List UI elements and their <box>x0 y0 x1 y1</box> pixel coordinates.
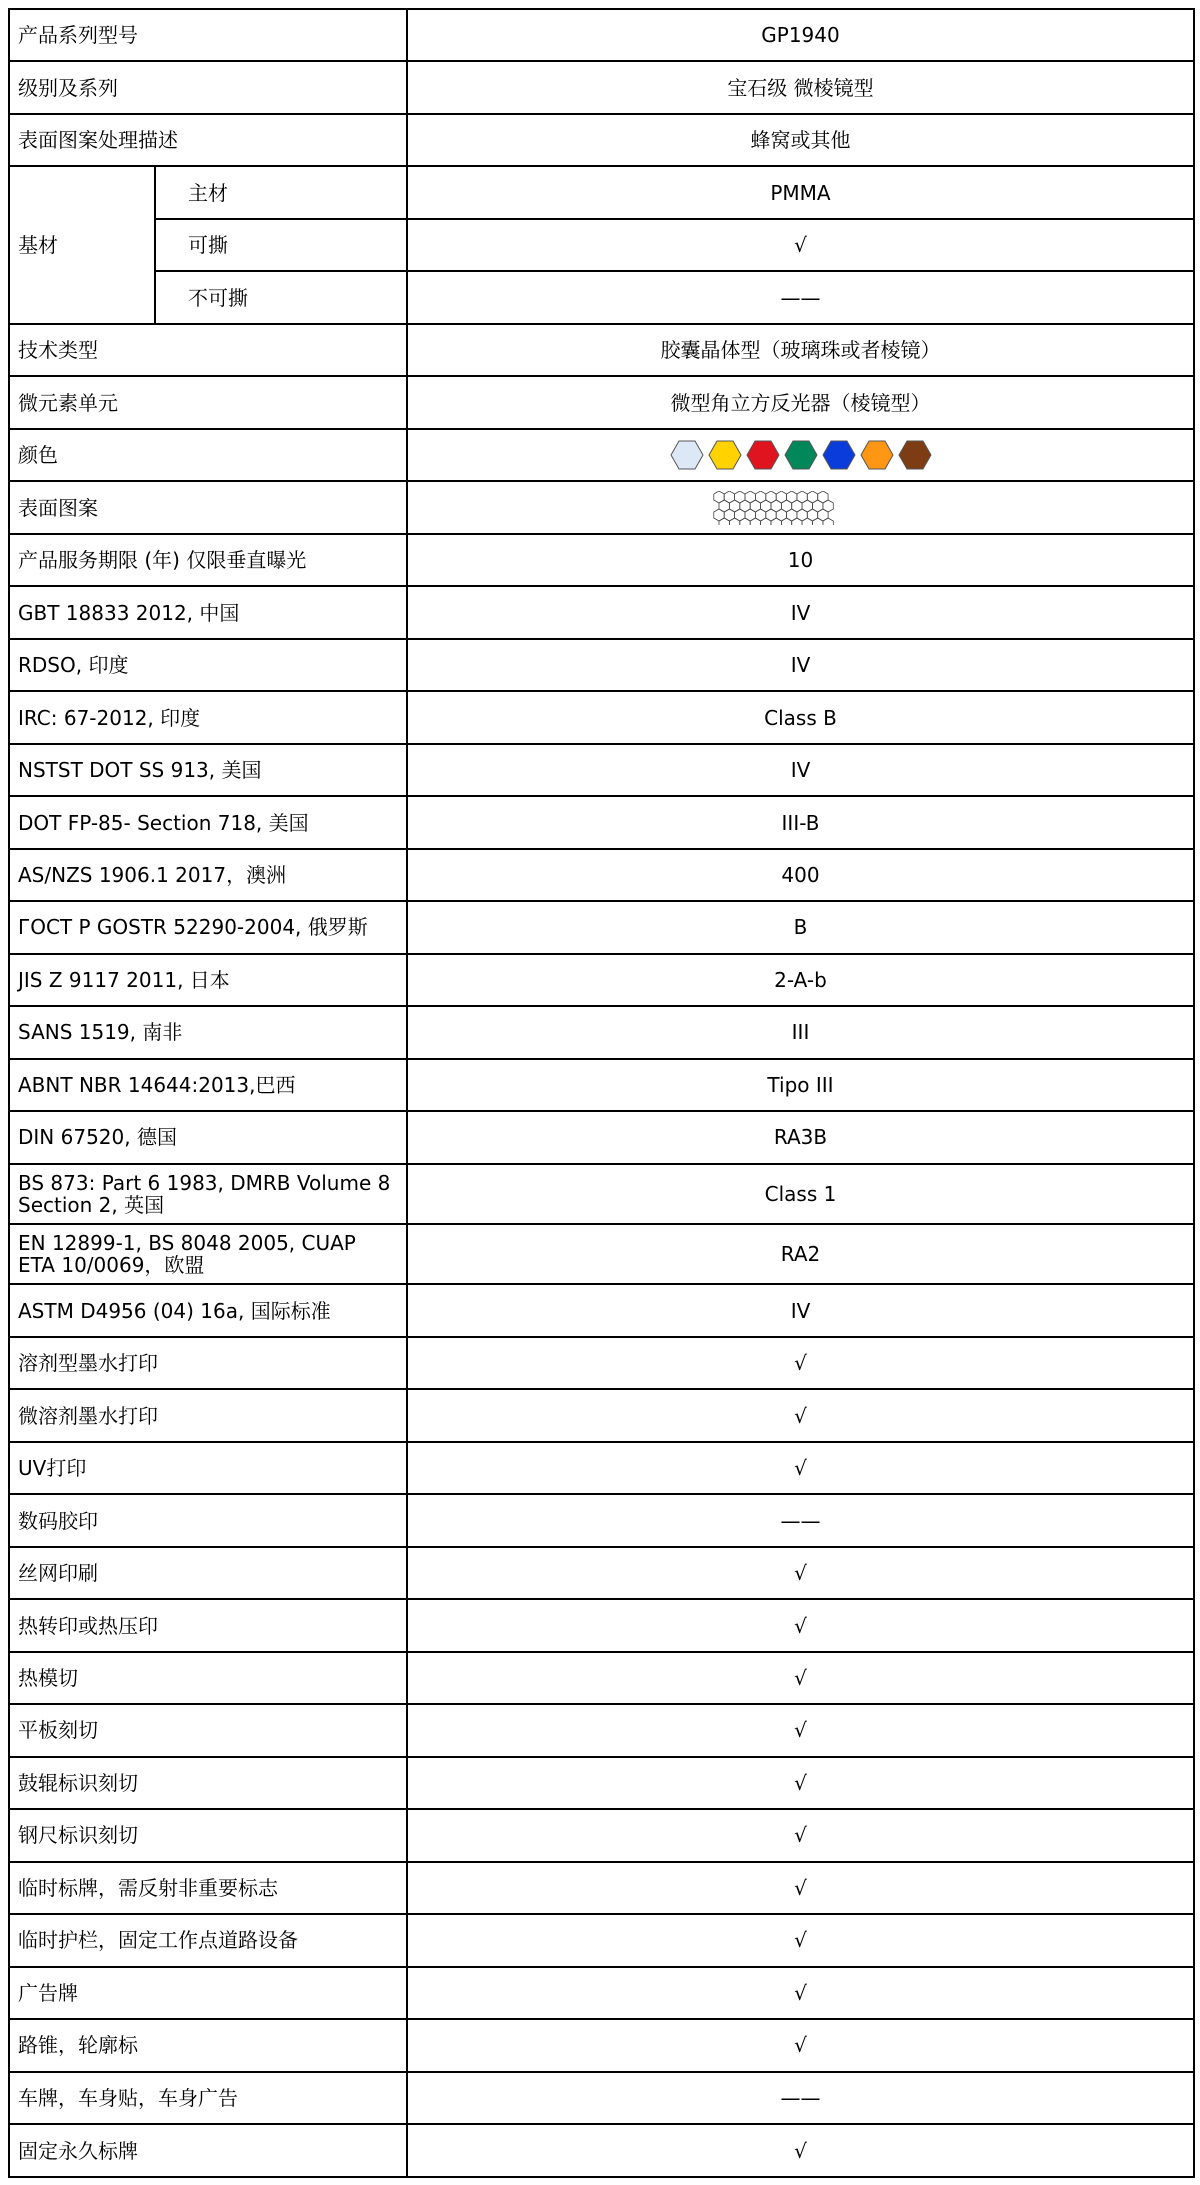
row-value: √ <box>407 1599 1194 1651</box>
row-value: √ <box>407 2124 1194 2177</box>
substrate-value: —— <box>407 271 1194 323</box>
row-value: √ <box>407 1652 1194 1704</box>
row-label: ASTM D4956 (04) 16a, 国际标准 <box>9 1284 407 1336</box>
row-value: 宝石级 微棱镜型 <box>407 61 1194 113</box>
row-label: ГОСТ Р GOSTR 52290-2004, 俄罗斯 <box>9 901 407 953</box>
row-value: 10 <box>407 534 1194 586</box>
table-row <box>9 586 1194 638</box>
substrate-value: PMMA <box>407 166 1194 218</box>
row-value: √ <box>407 1337 1194 1389</box>
row-value: √ <box>407 1442 1194 1494</box>
row-label: 广告牌 <box>9 1967 407 2019</box>
row-label: DOT FP-85- Section 718, 美国 <box>9 796 407 848</box>
row-label: SANS 1519, 南非 <box>9 1006 407 1058</box>
row-label: RDSO, 印度 <box>9 639 407 691</box>
row-label: AS/NZS 1906.1 2017，澳洲 <box>9 849 407 901</box>
pattern-label: 表面图案 <box>9 481 407 533</box>
table-row <box>9 2019 1194 2071</box>
row-value: 蜂窝或其他 <box>407 114 1194 166</box>
row-label: GBT 18833 2012, 中国 <box>9 586 407 638</box>
row-value: √ <box>407 1704 1194 1756</box>
table-row <box>9 9 1194 61</box>
honeycomb-pattern-icon <box>713 491 889 525</box>
row-label: ABNT NBR 14644:2013,巴西 <box>9 1059 407 1111</box>
row-value: IV <box>407 586 1194 638</box>
row-label: EN 12899-1, BS 8048 2005, CUAP ETA 10/0069，欧盟 <box>9 1224 407 1284</box>
color-swatches <box>670 440 932 470</box>
table-row <box>9 1862 1194 1914</box>
row-value: 400 <box>407 849 1194 901</box>
color-swatch <box>708 440 742 470</box>
row-label: 溶剂型墨水打印 <box>9 1337 407 1389</box>
row-value: √ <box>407 1809 1194 1861</box>
table-row <box>9 1757 1194 1809</box>
table-row <box>9 1494 1194 1546</box>
substrate-sub-label: 主材 <box>155 166 407 218</box>
color-swatch <box>822 440 856 470</box>
table-row <box>9 796 1194 848</box>
row-value: √ <box>407 1967 1194 2019</box>
table-row <box>9 219 1194 271</box>
row-label: 鼓辊标识刻切 <box>9 1757 407 1809</box>
row-label: DIN 67520, 德国 <box>9 1111 407 1163</box>
table-row <box>9 1809 1194 1861</box>
row-value: Class 1 <box>407 1164 1194 1224</box>
row-label: 技术类型 <box>9 324 407 376</box>
table-row <box>9 1389 1194 1441</box>
row-label: 热模切 <box>9 1652 407 1704</box>
row-value: B <box>407 901 1194 953</box>
row-value: 胶囊晶体型（玻璃珠或者棱镜） <box>407 324 1194 376</box>
row-label: 级别及系列 <box>9 61 407 113</box>
row-label: IRC: 67-2012, 印度 <box>9 691 407 743</box>
table-row <box>9 481 1194 533</box>
row-value: —— <box>407 2072 1194 2124</box>
row-label: 临时护栏，固定工作点道路设备 <box>9 1914 407 1966</box>
row-value: 微型角立方反光器（棱镜型） <box>407 376 1194 428</box>
table-row <box>9 1006 1194 1058</box>
row-value: √ <box>407 1862 1194 1914</box>
row-value: GP1940 <box>407 9 1194 61</box>
table-row <box>9 1164 1194 1224</box>
table-row <box>9 61 1194 113</box>
color-label: 颜色 <box>9 429 407 481</box>
table-row <box>9 849 1194 901</box>
table-row <box>9 2072 1194 2124</box>
table-row <box>9 114 1194 166</box>
table-row <box>9 1547 1194 1599</box>
color-swatch <box>898 440 932 470</box>
row-label: 丝网印刷 <box>9 1547 407 1599</box>
row-value: √ <box>407 1389 1194 1441</box>
row-value: IV <box>407 744 1194 796</box>
table-row <box>9 1914 1194 1966</box>
table-row <box>9 429 1194 481</box>
row-label: BS 873: Part 6 1983, DMRB Volume 8 Section 2, 英国 <box>9 1164 407 1224</box>
color-swatches-cell <box>407 429 1194 481</box>
row-value: √ <box>407 1757 1194 1809</box>
table-row <box>9 166 1194 218</box>
table-row <box>9 1111 1194 1163</box>
table-row <box>9 2124 1194 2177</box>
table-row <box>9 1224 1194 1284</box>
table-row <box>9 1967 1194 2019</box>
row-label: 平板刻切 <box>9 1704 407 1756</box>
table-row <box>9 324 1194 376</box>
row-label: 产品系列型号 <box>9 9 407 61</box>
substrate-sub-label: 可撕 <box>155 219 407 271</box>
color-swatch <box>860 440 894 470</box>
substrate-label: 基材 <box>9 166 155 323</box>
row-label: 微溶剂墨水打印 <box>9 1389 407 1441</box>
row-label: 产品服务期限 (年) 仅限垂直曝光 <box>9 534 407 586</box>
pattern-cell <box>407 481 1194 533</box>
table-row <box>9 639 1194 691</box>
table-row <box>9 1442 1194 1494</box>
row-label: NSTST DOT SS 913, 美国 <box>9 744 407 796</box>
row-label: 钢尺标识刻切 <box>9 1809 407 1861</box>
color-swatch <box>746 440 780 470</box>
table-row <box>9 1704 1194 1756</box>
row-value: 2-A-b <box>407 954 1194 1006</box>
table-row <box>9 954 1194 1006</box>
table-row <box>9 271 1194 323</box>
substrate-sub-label: 不可撕 <box>155 271 407 323</box>
row-value: IV <box>407 1284 1194 1336</box>
row-value: Tipo III <box>407 1059 1194 1111</box>
row-label: UV打印 <box>9 1442 407 1494</box>
table-row <box>9 1652 1194 1704</box>
spec-table <box>8 8 1195 2178</box>
row-label: 表面图案处理描述 <box>9 114 407 166</box>
row-label: 数码胶印 <box>9 1494 407 1546</box>
row-value: IV <box>407 639 1194 691</box>
row-label: 车牌，车身贴，车身广告 <box>9 2072 407 2124</box>
table-row <box>9 1599 1194 1651</box>
row-value: III <box>407 1006 1194 1058</box>
row-label: 临时标牌，需反射非重要标志 <box>9 1862 407 1914</box>
row-value: —— <box>407 1494 1194 1546</box>
row-label: 固定永久标牌 <box>9 2124 407 2177</box>
row-value: III-B <box>407 796 1194 848</box>
color-swatch <box>670 440 704 470</box>
row-value: Class B <box>407 691 1194 743</box>
table-row <box>9 901 1194 953</box>
substrate-value: √ <box>407 219 1194 271</box>
row-label: JIS Z 9117 2011, 日本 <box>9 954 407 1006</box>
row-value: √ <box>407 1547 1194 1599</box>
row-label: 路锥，轮廓标 <box>9 2019 407 2071</box>
table-row <box>9 1059 1194 1111</box>
table-row <box>9 1337 1194 1389</box>
table-row <box>9 534 1194 586</box>
table-row <box>9 744 1194 796</box>
color-swatch <box>784 440 818 470</box>
row-label: 热转印或热压印 <box>9 1599 407 1651</box>
row-value: √ <box>407 2019 1194 2071</box>
row-value: RA2 <box>407 1224 1194 1284</box>
row-value: RA3B <box>407 1111 1194 1163</box>
row-value: √ <box>407 1914 1194 1966</box>
table-row <box>9 376 1194 428</box>
table-row <box>9 691 1194 743</box>
row-label: 微元素单元 <box>9 376 407 428</box>
table-row <box>9 1284 1194 1336</box>
